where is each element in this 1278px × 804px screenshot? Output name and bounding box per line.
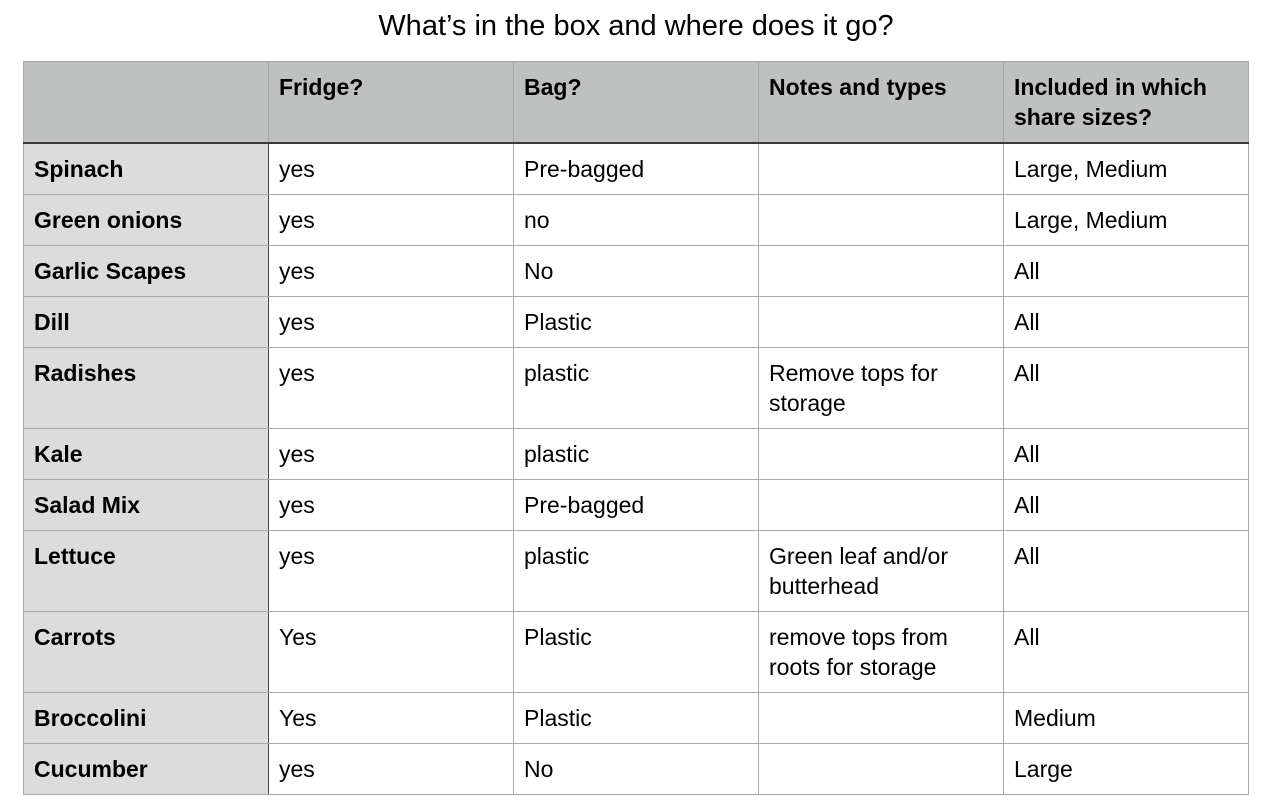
bag-cell: Plastic (514, 297, 759, 348)
fridge-cell: yes (269, 143, 514, 195)
table-row (24, 429, 1249, 480)
bag-cell: no (514, 195, 759, 246)
share-sizes-cell: All (1004, 480, 1249, 531)
share-sizes-cell: All (1004, 246, 1249, 297)
share-sizes-cell: All (1004, 531, 1249, 612)
notes-cell (759, 480, 1004, 531)
share-sizes-cell: Large (1004, 744, 1249, 795)
row-header-cell: Broccolini (24, 693, 269, 744)
table-row (24, 143, 1249, 195)
header-cell-fridge: Fridge? (269, 62, 514, 144)
share-sizes-cell: Large, Medium (1004, 143, 1249, 195)
bag-cell: No (514, 246, 759, 297)
bag-cell: plastic (514, 348, 759, 429)
header-cell-notes: Notes and types (759, 62, 1004, 144)
row-header-cell: Spinach (24, 143, 269, 195)
share-sizes-cell: All (1004, 348, 1249, 429)
bag-cell: Plastic (514, 612, 759, 693)
fridge-cell: Yes (269, 612, 514, 693)
notes-cell: Remove tops for storage (759, 348, 1004, 429)
header-cell-corner (24, 62, 269, 144)
notes-cell (759, 693, 1004, 744)
bag-cell: Pre-bagged (514, 480, 759, 531)
notes-cell: Green leaf and/or butterhead (759, 531, 1004, 612)
table-row (24, 744, 1249, 795)
notes-cell (759, 297, 1004, 348)
header-cell-share-sizes: Included in which share sizes? (1004, 62, 1249, 144)
fridge-cell: yes (269, 744, 514, 795)
row-header-cell: Kale (24, 429, 269, 480)
table-row (24, 531, 1249, 612)
fridge-cell: yes (269, 531, 514, 612)
header-row (24, 62, 1249, 144)
table-row (24, 693, 1249, 744)
bag-cell: Pre-bagged (514, 143, 759, 195)
fridge-cell: yes (269, 348, 514, 429)
share-sizes-cell: All (1004, 297, 1249, 348)
table-row (24, 195, 1249, 246)
notes-cell (759, 429, 1004, 480)
row-header-cell: Radishes (24, 348, 269, 429)
produce-table (23, 61, 1249, 795)
share-sizes-cell: All (1004, 429, 1249, 480)
fridge-cell: Yes (269, 693, 514, 744)
fridge-cell: yes (269, 195, 514, 246)
fridge-cell: yes (269, 246, 514, 297)
notes-cell (759, 143, 1004, 195)
share-sizes-cell: All (1004, 612, 1249, 693)
row-header-cell: Garlic Scapes (24, 246, 269, 297)
table-row (24, 297, 1249, 348)
row-header-cell: Salad Mix (24, 480, 269, 531)
notes-cell (759, 744, 1004, 795)
fridge-cell: yes (269, 297, 514, 348)
table-row (24, 612, 1249, 693)
share-sizes-cell: Large, Medium (1004, 195, 1249, 246)
header-cell-bag: Bag? (514, 62, 759, 144)
bag-cell: plastic (514, 429, 759, 480)
fridge-cell: yes (269, 480, 514, 531)
bag-cell: Plastic (514, 693, 759, 744)
row-header-cell: Dill (24, 297, 269, 348)
fridge-cell: yes (269, 429, 514, 480)
row-header-cell: Lettuce (24, 531, 269, 612)
row-header-cell: Carrots (24, 612, 269, 693)
page-title: What’s in the box and where does it go? (378, 10, 894, 42)
bag-cell: No (514, 744, 759, 795)
row-header-cell: Cucumber (24, 744, 269, 795)
notes-cell: remove tops from roots for storage (759, 612, 1004, 693)
notes-cell (759, 246, 1004, 297)
bag-cell: plastic (514, 531, 759, 612)
table-row (24, 246, 1249, 297)
row-header-cell: Green onions (24, 195, 269, 246)
table-row (24, 480, 1249, 531)
notes-cell (759, 195, 1004, 246)
table-row (24, 348, 1249, 429)
share-sizes-cell: Medium (1004, 693, 1249, 744)
